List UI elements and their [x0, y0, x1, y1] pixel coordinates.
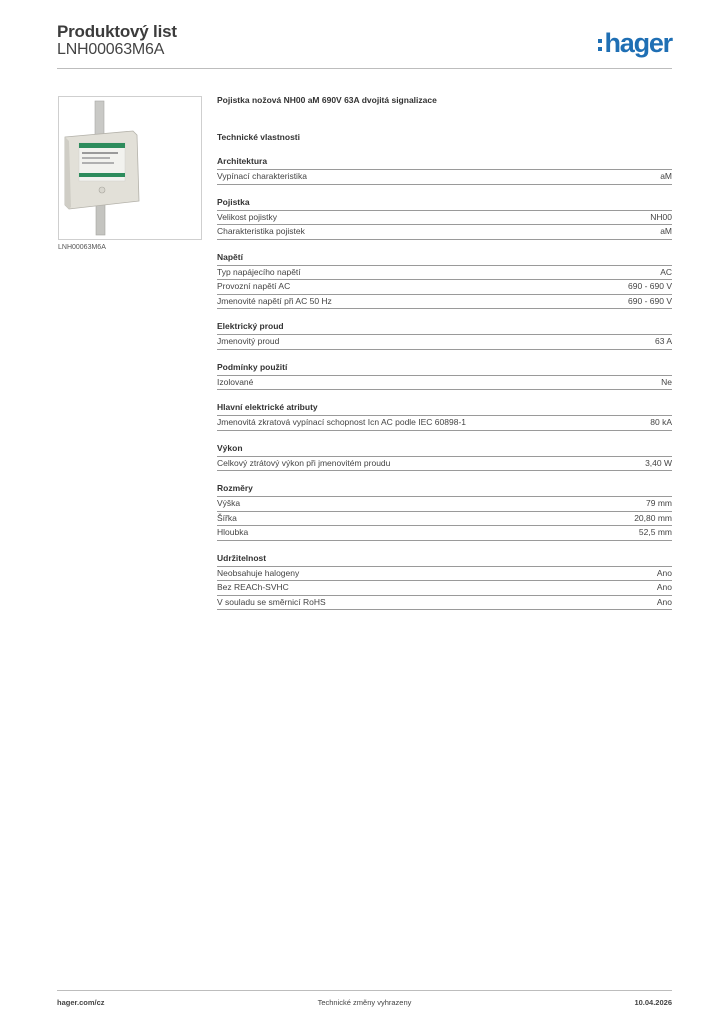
property-row: [217, 596, 672, 611]
property-label: Charakteristika pojistek: [217, 226, 305, 236]
product-code: LNH00063M6A: [57, 41, 165, 58]
property-value: aM: [660, 171, 672, 181]
property-value: 52,5 mm: [638, 527, 672, 537]
footer-date: 10.04.2026: [634, 998, 672, 1007]
property-label: Neobsahuje halogeny: [217, 567, 300, 578]
property-section: [217, 362, 672, 391]
property-label: Jmenovitý proud: [217, 336, 280, 346]
property-value: 63 A: [654, 336, 672, 346]
property-row: [217, 497, 672, 512]
property-value: AC: [660, 266, 672, 277]
property-row: [217, 376, 672, 391]
property-value: Ne: [661, 376, 672, 387]
header-divider: [57, 68, 672, 69]
section-title: Napětí: [217, 252, 672, 266]
page-footer: [57, 998, 672, 1010]
logo-dots-icon: [598, 39, 602, 51]
property-row: [217, 416, 672, 431]
property-value: 3,40 W: [645, 457, 672, 468]
property-label: Typ napájecího napětí: [217, 266, 301, 277]
property-section: [217, 402, 672, 431]
property-row: [217, 567, 672, 582]
property-label: Velikost pojistky: [217, 211, 277, 222]
property-section: [217, 483, 672, 541]
document-title: Produktový list: [57, 22, 177, 41]
product-description: Pojistka nožová NH00 aM 690V 63A dvojitá signalizace: [217, 95, 437, 105]
section-title: Rozměry: [217, 483, 672, 497]
property-row: [217, 512, 672, 527]
property-row: [217, 335, 672, 350]
property-row: [217, 581, 672, 596]
property-value: Ano: [656, 596, 672, 607]
footer-divider: [57, 990, 672, 991]
property-row: [217, 266, 672, 281]
section-title: Pojistka: [217, 197, 672, 211]
section-title: Hlavní elektrické atributy: [217, 402, 672, 416]
property-section: [217, 553, 672, 611]
section-title: Architektura: [217, 156, 672, 170]
footer-disclaimer: Technické změny vyhrazeny: [317, 998, 412, 1007]
property-value: 80 kA: [650, 417, 672, 427]
property-section: [217, 443, 672, 472]
property-row: [217, 170, 672, 185]
property-section: [217, 197, 672, 240]
property-label: Celkový ztrátový výkon při jmenovitém proudu: [217, 457, 391, 468]
property-value: aM: [660, 226, 672, 236]
property-value: 20,80 mm: [634, 512, 672, 523]
technical-properties-heading: Technické vlastnosti: [217, 132, 300, 142]
property-row: [217, 295, 672, 310]
hager-logo: [598, 28, 672, 58]
logo-text: hager: [604, 27, 672, 58]
property-label: Šířka: [217, 512, 237, 523]
section-title: Elektrický proud: [217, 321, 672, 335]
property-section: [217, 321, 672, 350]
footer-website: hager.com/cz: [57, 998, 105, 1007]
property-value: 690 - 690 V: [628, 281, 672, 291]
property-value: Ano: [656, 582, 672, 592]
property-label: Bez REACh-SVHC: [217, 582, 289, 592]
property-label: Výška: [217, 498, 241, 508]
property-value: Ano: [656, 567, 672, 578]
section-title: Podmínky použití: [217, 362, 672, 376]
section-title: Výkon: [217, 443, 672, 457]
property-row: [217, 526, 672, 541]
properties-list: [217, 156, 672, 610]
property-label: Vypínací charakteristika: [217, 171, 307, 181]
property-label: Hloubka: [217, 527, 249, 537]
property-label: V souladu se směrnicí RoHS: [217, 596, 326, 607]
product-image: [58, 96, 202, 240]
page-header: [57, 22, 672, 70]
product-image-caption: LNH00063M6A: [58, 244, 106, 251]
property-row: [217, 280, 672, 295]
property-value: 690 - 690 V: [628, 295, 672, 306]
property-row: [217, 225, 672, 240]
fuse-icon: [59, 97, 201, 239]
property-value: NH00: [650, 211, 672, 222]
property-row: [217, 457, 672, 472]
property-value: 79 mm: [646, 498, 672, 508]
property-section: [217, 252, 672, 310]
product-details: [217, 95, 672, 622]
property-label: Provozní napětí AC: [217, 281, 291, 291]
property-row: [217, 211, 672, 226]
property-section: [217, 156, 672, 185]
property-label: Izolované: [217, 376, 254, 387]
property-label: Jmenovitá zkratová vypínací schopnost Icn AC podle IEC 60898-1: [217, 417, 466, 427]
section-title: Udržitelnost: [217, 553, 672, 567]
property-label: Jmenovité napětí při AC 50 Hz: [217, 295, 332, 306]
